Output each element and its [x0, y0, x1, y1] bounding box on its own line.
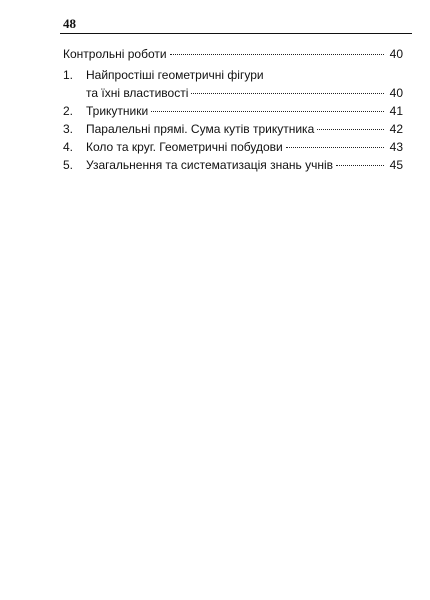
- dot-leader: [286, 147, 384, 148]
- toc-entry-number: 2.: [63, 104, 74, 118]
- dot-leader: [191, 93, 384, 94]
- dot-leader: [336, 165, 384, 166]
- toc-entry-4: [63, 139, 403, 155]
- toc-entry-number: 4.: [63, 140, 74, 154]
- toc-entry-title: Коло та круг. Геометричні побудови: [86, 140, 283, 154]
- toc-entry-title: Трикутники: [86, 104, 149, 118]
- toc-heading-title: Контрольні роботи: [63, 47, 167, 61]
- toc-entry-number: 5.: [63, 158, 74, 172]
- dot-leader: [170, 54, 384, 55]
- toc-entry-3: [63, 121, 403, 137]
- toc-entry-title: Узагальнення та систематизація знань учнів: [86, 158, 334, 172]
- dot-leader: [317, 129, 384, 130]
- toc-entry-title: Найпростіші геометричні фігури: [86, 68, 264, 82]
- toc-entry-5: [63, 157, 403, 173]
- toc-entry-1-continuation: [63, 85, 403, 101]
- toc-entry-page: 45: [389, 158, 403, 172]
- dot-leader: [151, 111, 384, 112]
- toc-entry-1: [63, 67, 403, 83]
- page-number: 48: [63, 16, 76, 31]
- toc-entry-page: 41: [389, 104, 403, 118]
- table-of-contents: [63, 46, 403, 175]
- toc-entry-page: 42: [389, 122, 403, 136]
- toc-entry-2: [63, 103, 403, 119]
- toc-heading-page: 40: [389, 47, 403, 61]
- toc-entry-number: 1.: [63, 68, 74, 82]
- toc-section-heading: [63, 46, 403, 62]
- toc-entry-page: 40: [389, 86, 403, 100]
- toc-entry-title: Паралельні прямі. Сума кутів трикутника: [86, 122, 315, 136]
- toc-entry-number: 3.: [63, 122, 74, 136]
- header-rule: [60, 33, 412, 34]
- toc-entry-page: 43: [389, 140, 403, 154]
- toc-entry-title-continued: та їхні властивості: [86, 86, 189, 100]
